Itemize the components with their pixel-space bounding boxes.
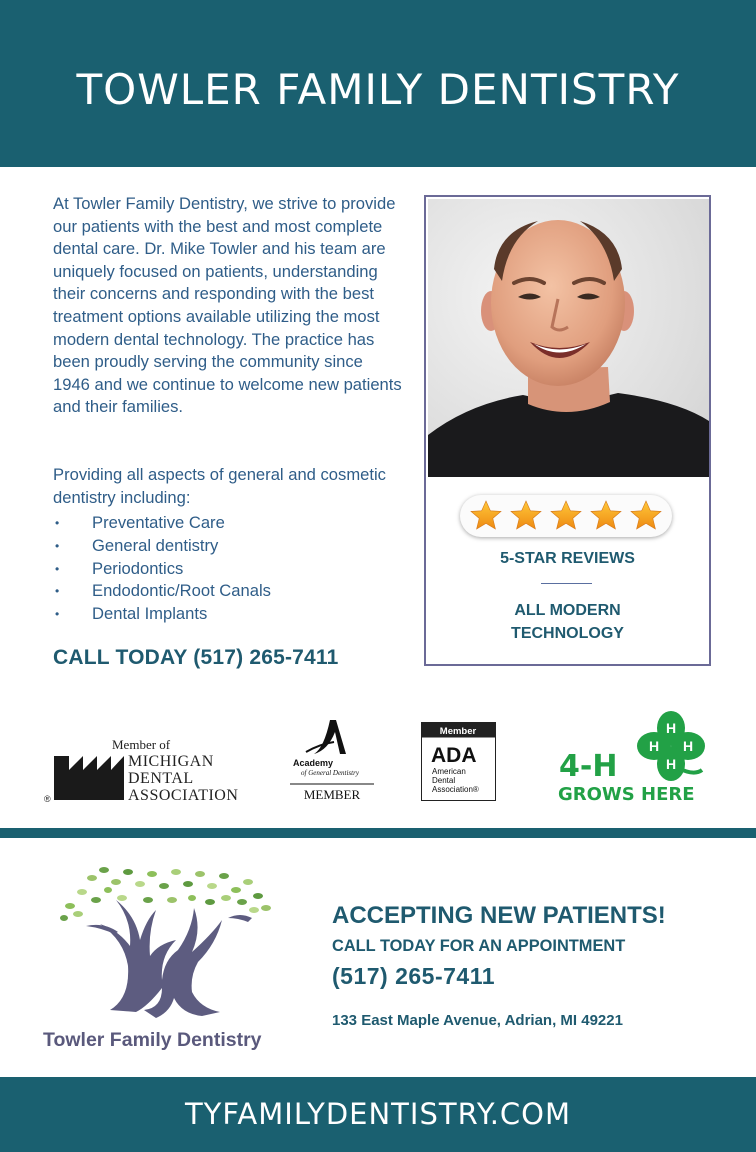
mda-line1: MICHIGAN	[128, 753, 214, 770]
ada-member: Member	[439, 726, 477, 737]
list-item	[53, 535, 403, 558]
doctor-portrait-image	[428, 199, 709, 477]
mda-line3: ASSOCIATION	[128, 787, 239, 804]
header-banner	[0, 0, 756, 167]
service-label: Preventative Care	[92, 513, 225, 532]
bullet-icon: •	[55, 584, 60, 599]
ada-abbr: ADA	[431, 744, 477, 767]
contact-address: 133 East Maple Avenue, Adrian, MI 49221	[332, 1012, 623, 1029]
contact-phone[interactable]: (517) 265-7411	[332, 963, 496, 989]
bullet-icon: •	[55, 516, 60, 530]
footer-banner	[0, 1077, 756, 1152]
call-today-phone[interactable]: CALL TODAY (517) 265-7411	[53, 646, 339, 669]
four-h-tagline: GROWS HERE	[558, 784, 695, 804]
michigan-dental-association-logo	[44, 734, 240, 804]
accepting-patients-heading: ACCEPTING NEW PATIENTS!	[332, 902, 666, 929]
list-item	[53, 558, 403, 581]
agd-member: MEMBER	[303, 787, 361, 802]
bullet-icon: •	[55, 538, 60, 553]
bullet-icon: •	[55, 561, 60, 576]
divider-band	[0, 828, 756, 838]
ada-line1: American	[432, 767, 466, 776]
leaves-icon	[60, 867, 271, 921]
service-label: General dentistry	[92, 535, 219, 555]
practice-logo-name: Towler Family Dentistry	[43, 1029, 262, 1051]
agd-line1: Academy	[293, 758, 334, 768]
membership-logos	[0, 700, 756, 810]
svg-text:H: H	[648, 738, 660, 754]
website-url-link[interactable]: TYFAMILYDENTISTRY.COM	[184, 1097, 572, 1131]
service-label: Periodontics	[92, 558, 184, 578]
ada-line3: Association®	[432, 785, 479, 794]
list-item	[53, 603, 403, 626]
svg-text:H: H	[665, 720, 677, 736]
service-label: Endodontic/Root Canals	[92, 581, 271, 601]
technology-label-line2: TECHNOLOGY	[511, 625, 624, 642]
ada-line2: Dental	[432, 776, 456, 785]
four-h-abbr: 4-H	[559, 749, 618, 784]
svg-text:H: H	[682, 738, 694, 754]
list-item	[53, 580, 403, 603]
four-h-logo	[556, 710, 714, 804]
star-rating	[460, 495, 672, 537]
card-divider	[541, 583, 592, 584]
page-title: TOWLER FAMILY DENTISTRY	[76, 65, 680, 114]
ada-logo	[421, 722, 497, 802]
services-intro: Providing all aspects of general and cosmetic dentistry including:	[53, 465, 386, 507]
academy-general-dentistry-logo	[288, 718, 380, 804]
intro-paragraph: At Towler Family Dentistry, we strive to provide our patients with the best and most complete dental care. Dr. Mike Towler and his team are uniquely focused on patients, understanding their concerns and responding with the best treatment options available utilizing the most modern dental technology. The practice has been proudly serving the community since 1946 and we continue to welcome new patients and their families.	[53, 194, 402, 417]
doctor-card	[424, 195, 711, 666]
svg-text:H: H	[665, 756, 677, 772]
service-label: Dental Implants	[92, 604, 208, 624]
mda-member-of: Member of	[112, 737, 171, 752]
technology-label-line1: ALL MODERN	[514, 602, 621, 619]
appointment-subheading: CALL TODAY FOR AN APPOINTMENT	[332, 937, 626, 955]
agd-line2: of General Dentistry	[301, 769, 359, 777]
reviews-label: 5-STAR REVIEWS	[500, 550, 635, 567]
mda-registered: ®	[44, 794, 51, 804]
tree-trunk-icon	[86, 900, 252, 1018]
tree-tooth-logo	[52, 860, 278, 1026]
mda-line2: DENTAL	[128, 770, 194, 787]
list-item	[53, 512, 403, 535]
services-list	[53, 512, 403, 626]
doctor-photo	[428, 199, 709, 477]
bullet-icon: •	[55, 607, 60, 622]
five-stars-icon	[466, 499, 666, 533]
